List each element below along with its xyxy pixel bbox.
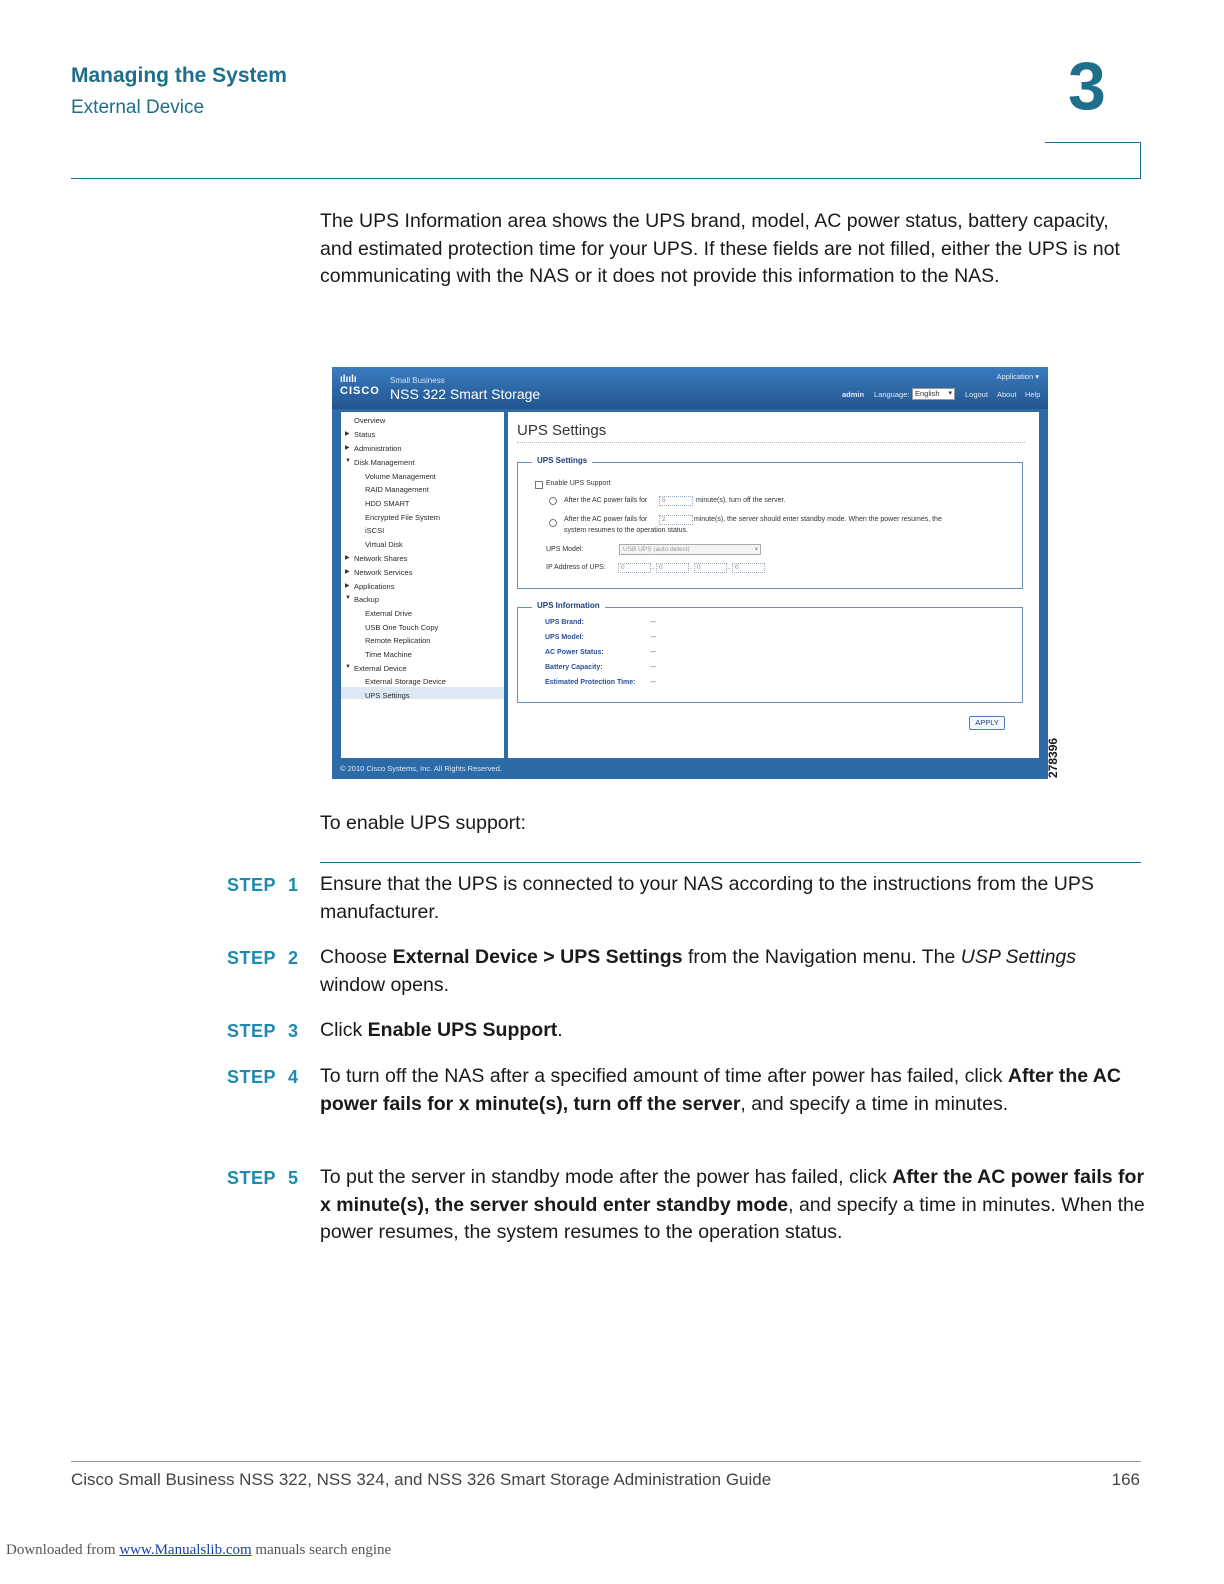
- battery-capacity-value: --: [651, 664, 656, 671]
- standby-suffix-2: system resumes to the operation status.: [564, 527, 689, 534]
- copyright-text: © 2010 Cisco Systems, Inc. All Rights Reserved.: [340, 764, 502, 773]
- nav-external-drive[interactable]: External Drive: [365, 609, 413, 618]
- step-label: STEP 2: [227, 948, 299, 968]
- about-link[interactable]: About: [997, 390, 1017, 399]
- language-label: Language:: [874, 390, 910, 399]
- ups-information-legend: UPS Information: [532, 601, 605, 610]
- panel-title: UPS Settings: [517, 422, 607, 439]
- brand-small-business: Small Business: [390, 376, 445, 385]
- intro-paragraph: The UPS Information area shows the UPS brand, model, AC power status, battery capacity, and estimated protection time for your UPS. If these fields are not filled, either the UPS is not communicating with the NAS or it does not provide this information to the NAS.: [320, 210, 1120, 287]
- apply-button[interactable]: APPLY: [969, 716, 1005, 730]
- nav-time-machine[interactable]: Time Machine: [365, 650, 412, 659]
- ups-ip-octet-1[interactable]: 0: [618, 563, 651, 573]
- product-name: NSS 322 Smart Storage: [390, 386, 541, 402]
- section-title: External Device: [71, 97, 205, 118]
- chapter-title: Managing the System: [71, 64, 287, 87]
- standby-radio[interactable]: [549, 519, 557, 527]
- settings-panel: [508, 412, 1039, 758]
- nav-remote-replication[interactable]: Remote Replication: [365, 636, 431, 645]
- navigation-menu: [341, 412, 504, 758]
- ip-dot: .: [652, 564, 654, 571]
- collapse-arrow-icon: ▼: [345, 458, 351, 464]
- ups-settings-legend: UPS Settings: [532, 456, 592, 465]
- footer-title: Cisco Small Business NSS 322, NSS 324, and NSS 326 Smart Storage Administration Guide: [71, 1470, 772, 1489]
- nav-virtual-disk[interactable]: Virtual Disk: [365, 540, 403, 549]
- ip-dot: .: [728, 564, 730, 571]
- shutdown-minutes-input[interactable]: 5: [659, 496, 693, 506]
- standby-suffix: minute(s), the server should enter standby mode. When the power resumes, the: [694, 516, 942, 523]
- expand-arrow-icon: ▶: [345, 583, 350, 589]
- step-3-text: Click Enable UPS Support.: [320, 1019, 563, 1041]
- enable-ups-checkbox[interactable]: [535, 481, 543, 489]
- shutdown-radio[interactable]: [549, 497, 557, 505]
- nav-hdd-smart[interactable]: HDD SMART: [365, 499, 410, 508]
- nav-status[interactable]: ▶ Status: [345, 430, 376, 439]
- enable-ups-label: Enable UPS Support: [546, 480, 611, 487]
- battery-capacity-label: Battery Capacity:: [545, 664, 603, 671]
- expand-arrow-icon: ▶: [345, 569, 350, 575]
- collapse-arrow-icon: ▼: [345, 595, 351, 601]
- chevron-down-icon: ▾: [948, 390, 952, 397]
- step-5-text: To put the server in standby mode after the power has failed, click After the AC power fails for x minute(s), the server should enter standby mode, and specify a time in minutes. When the power resumes, the system resumes to the operation status.: [320, 1166, 1145, 1243]
- help-link[interactable]: Help: [1025, 390, 1041, 399]
- expand-arrow-icon: ▶: [345, 445, 350, 451]
- header-divider: [71, 178, 1141, 179]
- shutdown-label: After the AC power fails for: [564, 497, 648, 504]
- ups-ip-label: IP Address of UPS:: [546, 564, 606, 571]
- footer-divider: [71, 1461, 1141, 1462]
- page-number: 166: [1111, 1470, 1140, 1489]
- ups-brand-value: --: [651, 619, 656, 626]
- steps-divider: [320, 862, 1141, 863]
- protection-time-label: Estimated Protection Time:: [545, 679, 636, 686]
- nav-disk-management[interactable]: ▼ Disk Management: [345, 458, 415, 467]
- nav-overview[interactable]: Overview: [354, 416, 386, 425]
- title-divider: [517, 442, 1025, 444]
- nav-applications[interactable]: ▶ Applications: [345, 582, 395, 591]
- ups-ip-octet-3[interactable]: 0: [694, 563, 727, 573]
- protection-time-value: --: [651, 679, 656, 686]
- chevron-down-icon: ▾: [754, 546, 758, 553]
- chapter-tab: [1045, 142, 1141, 179]
- download-note: Downloaded from www.Manualslib.com manuals search engine: [6, 1542, 392, 1558]
- ups-settings-screenshot: [332, 367, 1048, 779]
- nav-ups-settings[interactable]: UPS Settings: [365, 691, 410, 700]
- ups-brand-label: UPS Brand:: [545, 619, 584, 626]
- ups-model-select[interactable]: USB UPS (auto detect) ▾: [619, 544, 761, 555]
- step-label: STEP 5: [227, 1168, 299, 1188]
- nav-external-device[interactable]: ▼ External Device: [345, 664, 407, 673]
- nav-iscsi[interactable]: iSCSI: [365, 526, 385, 535]
- nav-backup[interactable]: ▼ Backup: [345, 595, 380, 604]
- step-label: STEP 3: [227, 1021, 299, 1041]
- nav-usb-one-touch-copy[interactable]: USB One Touch Copy: [365, 623, 439, 632]
- shutdown-suffix: minute(s), turn off the server.: [696, 497, 786, 504]
- ups-model-label: UPS Model:: [546, 546, 584, 553]
- nav-external-storage-device[interactable]: External Storage Device: [365, 677, 446, 686]
- nav-encrypted-file-system[interactable]: Encrypted File System: [365, 513, 441, 522]
- ac-power-status-label: AC Power Status:: [545, 649, 604, 656]
- figure-id: 278396: [1046, 737, 1060, 778]
- collapse-arrow-icon: ▼: [345, 664, 351, 670]
- nav-volume-management[interactable]: Volume Management: [365, 472, 436, 481]
- step-2-text: Choose External Device > UPS Settings from the Navigation menu. The USP Settings window opens.: [320, 946, 1077, 996]
- standby-minutes-input[interactable]: 2: [659, 515, 693, 525]
- language-select[interactable]: English ▾: [912, 388, 955, 400]
- step-label: STEP 1: [227, 875, 299, 895]
- chapter-number: 3: [1068, 48, 1106, 124]
- nav-network-shares[interactable]: ▶ Network Shares: [345, 554, 408, 563]
- logout-link[interactable]: Logout: [965, 390, 988, 399]
- application-menu[interactable]: Application ▾: [996, 372, 1039, 381]
- ups-model-value: --: [651, 634, 656, 641]
- ip-dot: .: [690, 564, 692, 571]
- step-label: STEP 4: [227, 1067, 299, 1087]
- expand-arrow-icon: ▶: [345, 431, 350, 437]
- expand-arrow-icon: ▶: [345, 555, 350, 561]
- ups-model-info-label: UPS Model:: [545, 634, 584, 641]
- ups-settings-fieldset: [517, 456, 1023, 589]
- nav-raid-management[interactable]: RAID Management: [365, 485, 429, 494]
- step-4-text: To turn off the NAS after a specified amount of time after power has failed, click After the AC power fails for x minute(s), turn off the server, and specify a time in minutes.: [320, 1065, 1121, 1115]
- ups-ip-octet-4[interactable]: 0: [732, 563, 765, 573]
- ups-ip-octet-2[interactable]: 0: [656, 563, 689, 573]
- step-1-text: Ensure that the UPS is connected to your NAS according to the instructions from the UPS manufacturer.: [320, 873, 1094, 923]
- standby-label: After the AC power fails for: [564, 516, 648, 523]
- ups-information-fieldset: [517, 601, 1023, 703]
- user-name: admin: [842, 390, 865, 399]
- cisco-logo: ılıılı CISCO: [340, 374, 380, 397]
- ac-power-status-value: --: [651, 649, 656, 656]
- nav-network-services[interactable]: ▶ Network Services: [345, 568, 413, 577]
- procedure-heading: To enable UPS support:: [320, 812, 526, 834]
- manualslib-link[interactable]: www.Manualslib.com: [119, 1542, 252, 1558]
- nav-administration[interactable]: ▶ Administration: [345, 444, 402, 453]
